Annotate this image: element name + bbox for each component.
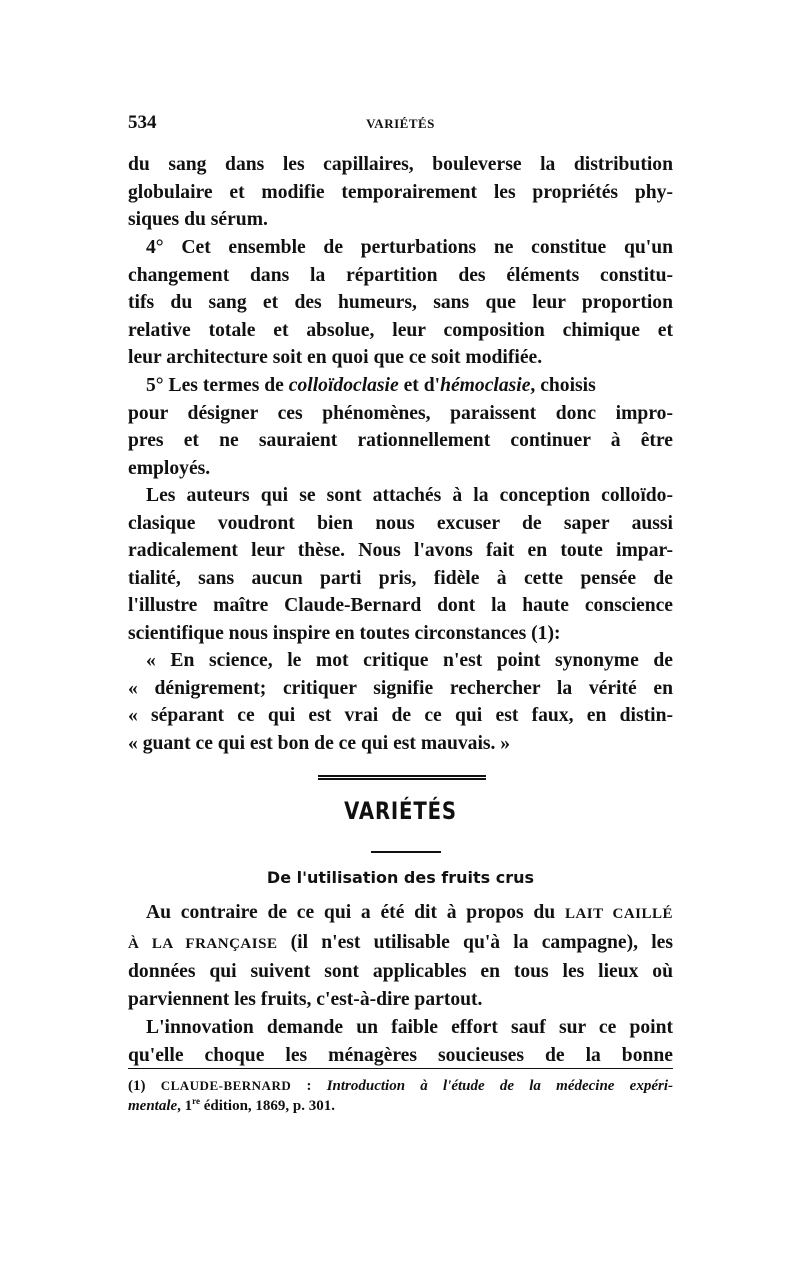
text-line: employés. (128, 457, 211, 479)
text-line: changement dans la répartition des éléments constitu- (128, 264, 673, 286)
text-line: pour désigner ces phénomènes, paraissent donc impro- (128, 402, 673, 424)
section-divider (318, 775, 486, 780)
text-line: l'illustre maître Claude-Bernard dont la haute conscience (128, 595, 673, 616)
text-line: 4° Cet ensemble de perturbations ne constitue qu'un (146, 237, 673, 258)
text-line: du sang dans les capillaires, bouleverse la distribution (128, 154, 673, 175)
page-number: 534 (128, 112, 157, 133)
text-line: qu'elle choque les ménagères soucieuses de la bonne (128, 1044, 673, 1066)
text-line: radicalement leur thèse. Nous l'avons fait en toute impar- (128, 540, 673, 561)
article-subheading: De l'utilisation des fruits crus (266, 868, 535, 887)
heading-rule (371, 851, 441, 853)
text-line: À LA FRANÇAISE (il n'est utilisable qu'à la campagne), les (128, 931, 673, 953)
text-line: « séparant ce qui est vrai de ce qui est faux, en distin- (128, 705, 673, 726)
text-line: données qui suivent sont applicables en tous les lieux où (128, 961, 673, 982)
text-line: pres et ne sauraient rationnellement continuer à être (128, 430, 673, 451)
text-line: siques du sérum. (128, 209, 268, 230)
text-line: relative totale et absolue, leur composition chimique et (128, 319, 673, 341)
footnote-line: mentale, 1re édition, 1869, p. 301. (128, 1096, 336, 1114)
footnote (128, 1076, 673, 1116)
paragraph-point-4 (128, 234, 673, 372)
text-line: parviennent les fruits, c'est-à-dire partout. (128, 988, 483, 1010)
text-line: scientifique nous inspire en toutes circonstances (1): (128, 622, 561, 644)
text-line: « dénigrement; critiquer signifie rechercher la vérité en (128, 677, 673, 699)
footnote-line: (1) CLAUDE-BERNARD : Introduction à l'étude de la médecine expéri- (128, 1078, 673, 1094)
text-line: L'innovation demande un faible effort sauf sur ce point (146, 1017, 673, 1038)
running-head (128, 112, 673, 136)
quotation (128, 647, 673, 757)
paragraph-authors (128, 482, 673, 647)
text-line: « guant ce qui est bon de ce qui est mauvais. » (128, 732, 511, 754)
term-colloidoclasie: colloïdoclasie (288, 375, 399, 396)
paragraph-innovation (128, 1014, 673, 1069)
paragraph-continued (128, 151, 673, 234)
text-line: globulaire et modifie temporairement les propriétés phy- (128, 181, 673, 203)
section-heading: VARIÉTÉS (344, 797, 457, 825)
text-line: Les auteurs qui se sont attachés à la conception colloïdo- (146, 485, 673, 506)
text-line: tialité, sans aucun parti pris, fidèle à cette pensée de (128, 567, 673, 589)
text-line: 5° Les termes de colloïdoclasie et d'hémoclasie, choisis (146, 375, 596, 396)
paragraph-lait-caille (128, 899, 673, 1013)
text-line: leur architecture soit en quoi que ce soit modifiée. (128, 347, 543, 368)
running-title: VARIÉTÉS (366, 116, 435, 131)
text-line: « En science, le mot critique n'est point synonyme de (146, 650, 673, 671)
text-line: tifs du sang et des humeurs, sans que leur proportion (128, 292, 673, 313)
text-line: Au contraire de ce qui a été dit à propos du LAIT CAILLÉ (146, 902, 673, 923)
footnote-rule (128, 1068, 673, 1069)
text-line: clasique voudront bien nous excuser de saper aussi (128, 512, 673, 534)
paragraph-point-5 (128, 372, 673, 482)
term-hemoclasie: hémoclasie (440, 375, 531, 396)
